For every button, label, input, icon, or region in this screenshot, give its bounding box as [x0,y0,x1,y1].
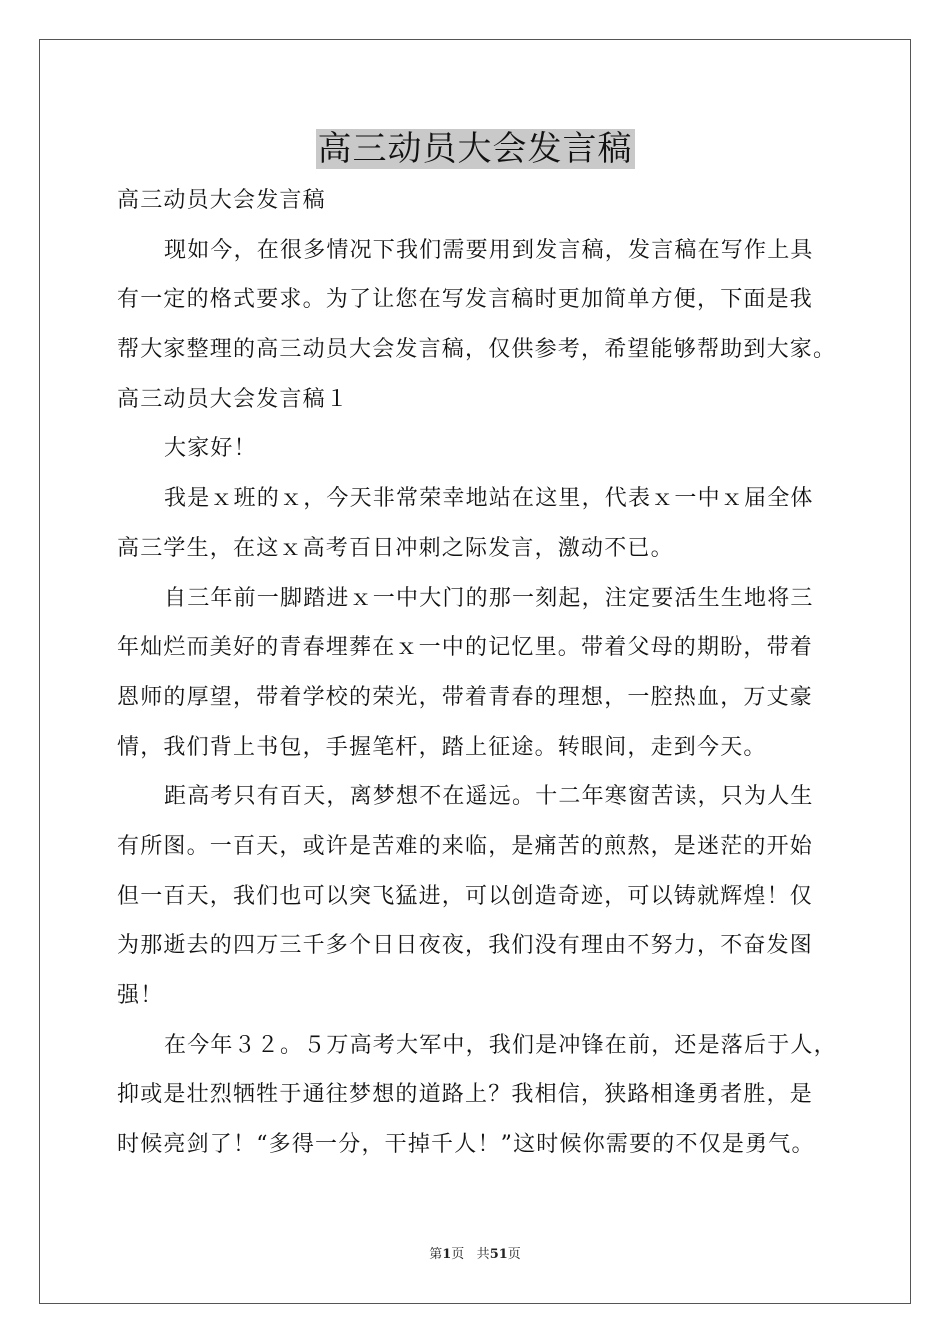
page-footer [0,1245,950,1265]
total-prefix: 共 [476,1247,490,1262]
text-line: 恩师的厚望，带着学校的荣光，带着青春的理想，一腔热血，万丈豪 [117,684,814,710]
text-line: 抑或是壮烈牺牲于通往梦想的道路上？我相信，狭路相逢勇者胜，是 [117,1082,814,1108]
text-line: 但一百天，我们也可以突飞猛进，可以创造奇迹，可以铸就辉煌！仅 [117,883,814,909]
text-line: 距高考只有百天，离梦想不在遥远。十二年寒窗苦读，只为人生 [164,784,814,810]
text-line: 在今年３２。５万高考大军中，我们是冲锋在前，还是落后于人， [164,1032,837,1058]
text-line: 时候亮剑了！“多得一分，干掉千人！”这时候你需要的不仅是勇气。 [117,1132,815,1158]
document-title-text: 高三动员大会发言稿 [317,129,633,169]
page-prefix: 第 [429,1247,443,1262]
document-body [117,176,857,1170]
text-line: 强！ [117,983,164,1008]
text-line: 有所图。一百天，或许是苦难的来临，是痛苦的煎熬，是迷茫的开始 [117,833,814,859]
text-line: 自三年前一脚踏进ｘ一中大门的那一刻起，注定要活生生地将三 [164,585,814,611]
text-line: 我是ｘ班的ｘ，今天非常荣幸地站在这里，代表ｘ一中ｘ届全体 [164,486,814,512]
text-line: 为那逝去的四万三千多个日日夜夜，我们没有理由不努力，不奋发图 [117,933,814,959]
total-pages: 51 [489,1247,508,1262]
text-line: 高三动员大会发言稿 [117,188,326,213]
text-line: 现如今，在很多情况下我们需要用到发言稿，发言稿在写作上具 [164,237,814,263]
text-line: 帮大家整理的高三动员大会发言稿，仅供参考，希望能够帮助到大家。 [117,337,837,363]
document-title [0,127,950,171]
text-line: 大家好！ [164,436,257,462]
text-line: 高三学生，在这ｘ高考百日冲刺之际发言，激动不已。 [117,535,674,561]
text-line: 有一定的格式要求。为了让您在写发言稿时更加简单方便，下面是我 [117,287,814,313]
total-suffix: 页 [507,1247,521,1262]
text-line: 高三动员大会发言稿１ [117,386,350,412]
page-suffix: 页 [451,1247,465,1262]
page-number: 1 [442,1247,452,1262]
text-line: 年灿烂而美好的青春埋葬在ｘ一中的记忆里。带着父母的期盼，带着 [117,635,814,661]
text-line: 情，我们背上书包，手握笔杆，踏上征途。转眼间，走到今天。 [117,734,767,760]
